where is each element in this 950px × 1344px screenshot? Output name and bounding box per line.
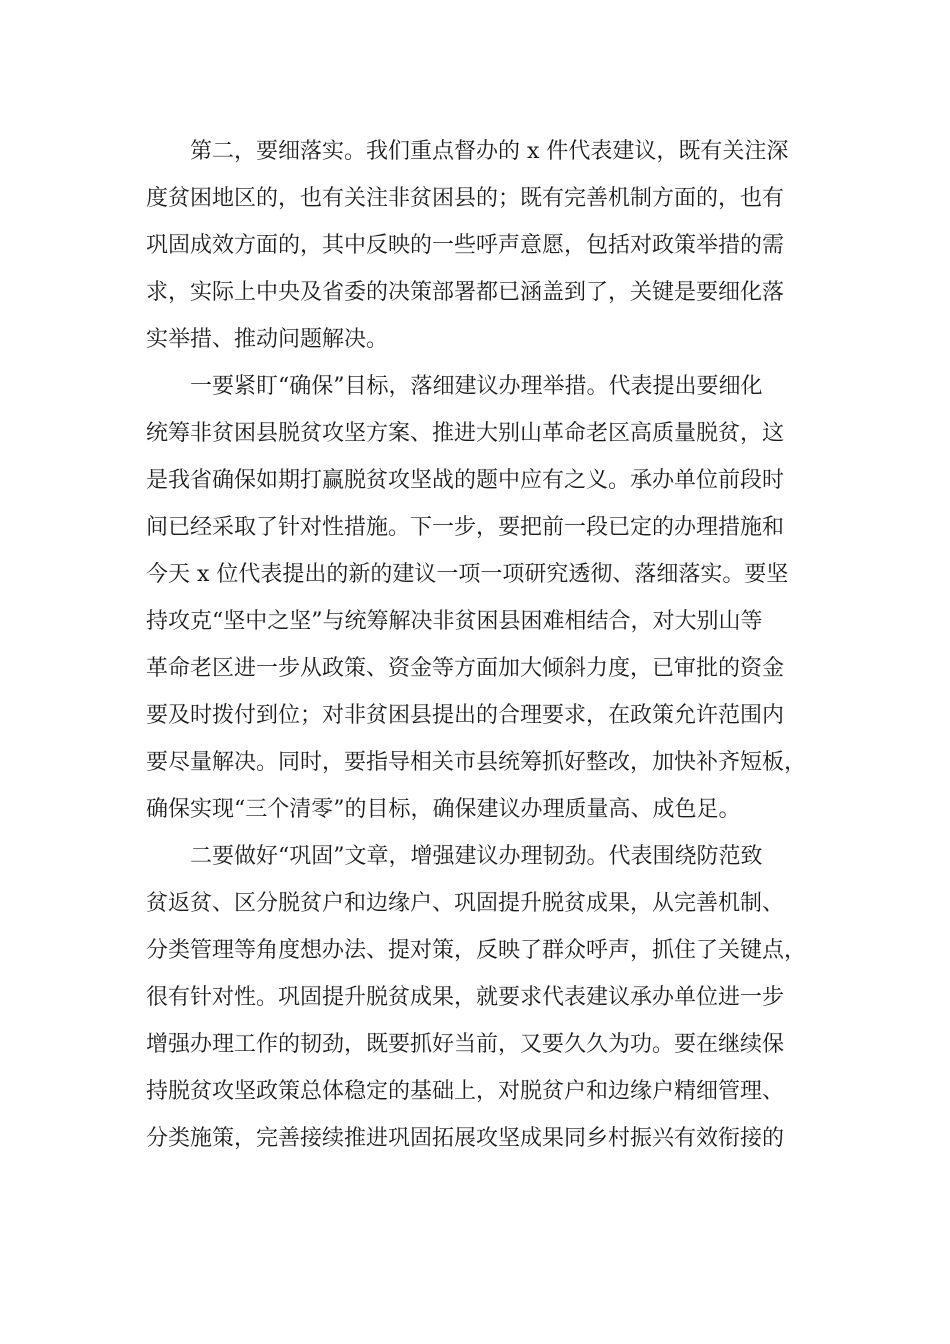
- text-line: 增强办理工作的韧劲，既要抓好当前，又要久久为功。要在继续保: [146, 1032, 785, 1057]
- text-line: 分类施策，完善接续推进巩固拓展攻坚成果同乡村振兴有效衔接的: [146, 1126, 785, 1151]
- document-body: [146, 128, 806, 1162]
- text-line: 要尽量解决。同时，要指导相关市县统筹抓好整改，加快补齐短板，: [146, 750, 806, 775]
- text-line: 持脱贫攻坚政策总体稳定的基础上，对脱贫户和边缘户精细管理、: [146, 1079, 785, 1104]
- text-line: 求，实际上中央及省委的决策部署都已涵盖到了，关键是要细化落: [146, 280, 785, 305]
- text-line: 巩固成效方面的，其中反映的一些呼声意愿，包括对政策举措的需: [146, 233, 785, 258]
- text-line: 间已经采取了针对性措施。下一步，要把前一段已定的办理措施和: [146, 515, 785, 540]
- text-line: 持攻克“坚中之坚”与统筹解决非贫困县困难相结合，对大别山等: [146, 609, 763, 634]
- text-line: 第二，要细落实。我们重点督办的 x 件代表建议，既有关注深: [146, 139, 789, 164]
- text-line: 二要做好“巩固”文章，增强建议办理韧劲。代表围绕防范致: [146, 844, 763, 869]
- text-line: 实举措、推动问题解决。: [146, 327, 389, 352]
- text-line: 一要紧盯“确保”目标，落细建议办理举措。代表提出要细化: [146, 374, 763, 399]
- text-line: 度贫困地区的，也有关注非贫困县的；既有完善机制方面的，也有: [146, 186, 785, 211]
- text-line: 很有针对性。巩固提升脱贫成果，就要求代表建议承办单位进一步: [146, 985, 785, 1010]
- text-line: 要及时拨付到位；对非贫困县提出的合理要求，在政策允许范围内: [146, 703, 785, 728]
- text-line: 贫返贫、区分脱贫户和边缘户、巩固提升脱贫成果，从完善机制、: [146, 891, 785, 916]
- text-line: 分类管理等角度想办法、提对策，反映了群众呼声，抓住了关键点，: [146, 938, 806, 963]
- text-line: 今天 x 位代表提出的新的建议一项一项研究透彻、落细落实。要坚: [146, 562, 789, 587]
- text-line: 确保实现“三个清零”的目标，确保建议办理质量高、成色足。: [146, 797, 741, 822]
- text-line: 革命老区进一步从政策、资金等方面加大倾斜力度，已审批的资金: [146, 656, 785, 681]
- text-line: 是我省确保如期打赢脱贫攻坚战的题中应有之义。承办单位前段时: [146, 468, 785, 493]
- text-line: 统筹非贫困县脱贫攻坚方案、推进大别山革命老区高质量脱贫，这: [146, 421, 785, 446]
